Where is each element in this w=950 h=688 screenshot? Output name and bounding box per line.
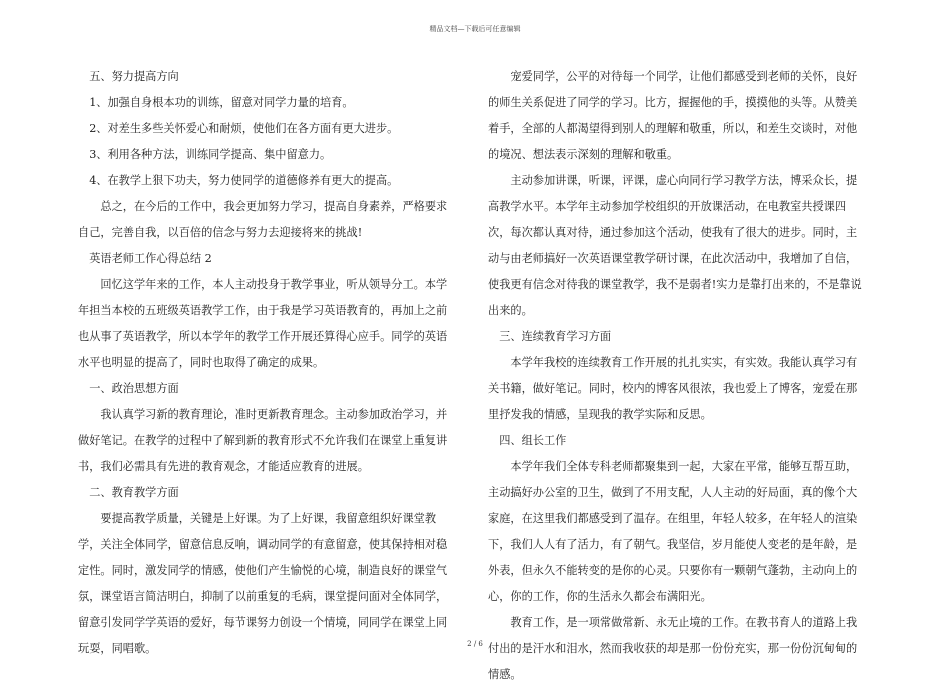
section-heading-continuing-education: 三、连续教育学习方面 <box>499 330 612 343</box>
political-paragraph: 我认真学习新的教育理论，准时更新教育理念。主动参加政治学习，并做好笔记。在教学的过程中了解到新的教育形式不允许我们在课堂上重复讲书，我们必需具有先进的教育观念，才能适应教育的进展。 <box>78 408 448 473</box>
summary-paragraph: 总之，在今后的工作中，我会更加努力学习，提高自身素养，严格要求自己，完善自我，以百倍的信念与努力去迎接将来的挑战! <box>78 200 448 239</box>
list-item: 1、加强自身根本功的训练，留意对同学力量的培育。 <box>89 96 354 109</box>
list-item: 4、在教学上狠下功夫，努力使同学的道德修养有更大的提高。 <box>89 174 399 187</box>
page-header: 精品文档—下载后可任意编辑 <box>429 25 521 33</box>
section-heading-team-leader: 四、组长工作 <box>499 434 567 447</box>
continuing-education-paragraph: 本学年我校的连续教育工作开展的扎扎实实，有实效。我能认真学习有关书籍，做好笔记。同时，校内的博客风很浓，我也爱上了博客，宠爱在那里抒发我的情感，呈现我的教学实际和反思。 <box>488 356 858 421</box>
team-leader-paragraph: 本学年我们全体专科老师都聚集到一起，大家在平常，能够互帮互助，主动搞好办公室的卫生，做到了不用支配，人人主动的好局面，真的像个大家庭，在这里我们都感受到了温存。在组里，年轻人较多，在年轻人的渲染下，我们人人有了活力，有了朝气。我坚信，岁月能使人变老的是年龄，是外表，但永久不能转变的是你的心灵。只要你有一颗朝气蓬勃，主动向上的心，你的工作，你的生活永久都会布满阳光。 <box>488 460 858 603</box>
lecture-paragraph: 主动参加讲课，听课，评课，虚心向同行学习教学方法，博采众长，提高教学水平。本学年主动参加学校组织的开放课活动，在电教室共授课四次，每次都认真对待，通过参加这个活动，使我有了很大的进步。同时，主动与由老师搞好一次英语课堂教学研讨课，在此次活动中，我增加了自信，使我更有信念对待我的课堂教学，我不是弱者!实力是靠打出来的，不是靠说出来的。 <box>488 174 862 317</box>
left-column <box>78 64 458 662</box>
closing-paragraph: 教育工作，是一项常做常新、永无止境的工作。在教书育人的道路上我付出的是汗水和泪水，然而我收获的却是那一份份充实，那一份份沉甸甸的情感。 <box>488 616 858 681</box>
section-heading-improvement: 五、努力提高方向 <box>89 70 179 83</box>
intro-paragraph: 回忆这学年来的工作，本人主动投身于教学事业，听从领导分工。本学年担当本校的五班级英语教学工作，由于我是学习英语教育的，再加上之前也从事了英语教学，所以本学年的教学工作开展还算得心应手。同学的英语水平也明显的提高了，同时也取得了确定的成果。 <box>78 278 448 369</box>
section-heading-political: 一、政治思想方面 <box>89 382 179 395</box>
list-item: 2、对差生多些关怀爱心和耐烦，使他们在各方面有更大进步。 <box>89 122 399 135</box>
list-item: 3、利用各种方法，训练同学提高、集中留意力。 <box>89 148 332 161</box>
care-paragraph: 宠爱同学，公平的对待每一个同学，让他们都感受到老师的关怀，良好的师生关系促进了同学的学习。比方，握握他的手，摸摸他的头等。从赞美着手，全部的人都渴望得到别人的理解和敬重，所以，和差生交谈时，对他的境况、想法表示深刻的理解和敬重。 <box>488 70 858 161</box>
article-title: 英语老师工作心得总结 2 <box>89 252 212 265</box>
right-column <box>488 64 868 688</box>
section-heading-teaching: 二、教育教学方面 <box>89 486 179 499</box>
page-number: 2 / 6 <box>467 640 483 648</box>
teaching-paragraph: 要提高教学质量，关键是上好课。为了上好课，我留意组织好课堂教学，关注全体同学，留意信息反响，调动同学的有意留意，使其保持相对稳定性。同时，激发同学的情感，使他们产生愉悦的心境，制造良好的课堂气氛，课堂语言简洁明白，抑制了以前重复的毛病，课堂提问面对全体同学，留意引发同学学英语的爱好，每节课努力创设一个情境，同同学在课堂上同玩耍，同唱歌。 <box>78 512 448 655</box>
